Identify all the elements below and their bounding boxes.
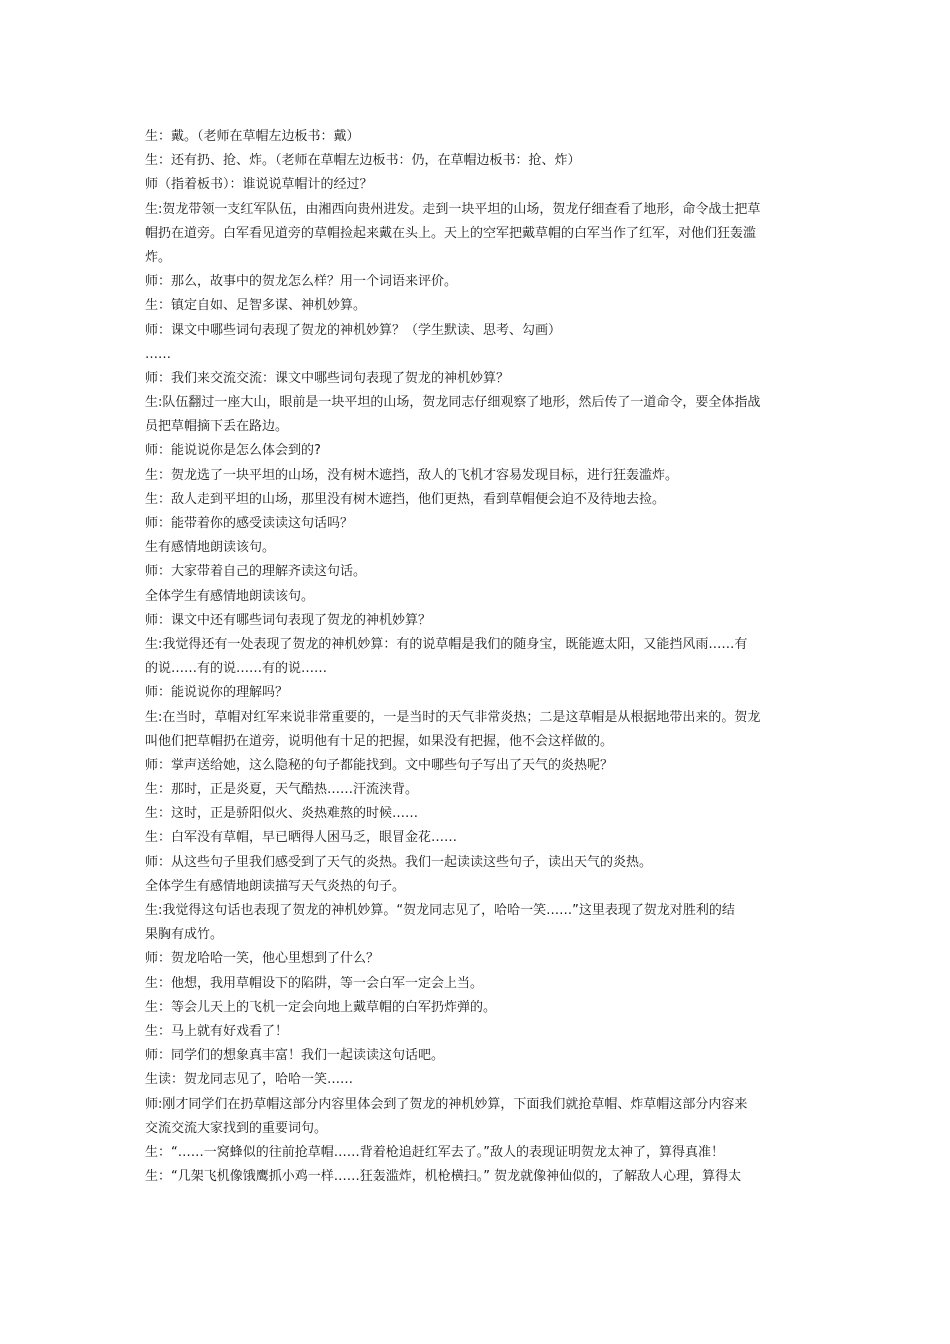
- text-line: 生：这时，正是骄阳似火、炎热难熬的时候……: [145, 806, 419, 822]
- text-line: 交流交流大家找到的重要词句。: [145, 1120, 328, 1136]
- text-line: ……: [145, 346, 171, 362]
- text-line: 生：戴。（老师在草帽左边板书：戴）: [145, 129, 360, 144]
- text-line: 师：我们来交流交流：课文中哪些词句表现了贺龙的神机妙算？: [145, 370, 510, 386]
- text-line: 师：那么，故事中的贺龙怎么样？用一个词语来评价。: [145, 274, 458, 290]
- text-line: 的说……有的说……有的说……: [145, 661, 328, 677]
- text-line: 生:我觉得这句话也表现了贺龙的神机妙算。“贺龙同志见了，哈哈一笑……”这里表现了贺龙对胜利的结: [145, 903, 735, 918]
- text-line: 生：贺龙选了一块平坦的山场，没有树木遮挡，敌人的飞机才容易发现目标，进行狂轰滥炸。: [145, 467, 679, 483]
- text-line: 师：从这些句子里我们感受到了天气的炎热。我们一起读读这些句子，读出天气的炎热。: [145, 854, 653, 870]
- text-line: 员把草帽摘下丢在路边。: [145, 419, 289, 435]
- text-line: 师：能带着你的感受读读这句话吗？: [145, 516, 354, 531]
- text-line: 叫他们把草帽扔在道旁，说明他有十足的把握，如果没有把握，他不会这样做的。: [145, 733, 614, 749]
- text-line: 生：“几架飞机像饿鹰抓小鸡一样……狂轰滥炸，机枪横扫。” 贺龙就像神仙似的，了解敌人心理，算得太: [145, 1169, 742, 1185]
- text-line: 生:队伍翻过一座大山，眼前是一块平坦的山场，贺龙同志仔细观察了地形，然后传了一道命令，要全体指战: [145, 395, 761, 411]
- text-line: 全体学生有感情地朗读描写天气炎热的句子。: [145, 878, 406, 894]
- text-line: 师（指着板书）：谁说说草帽计的经过？: [145, 177, 373, 193]
- text-line: 生：他想，我用草帽设下的陷阱，等一会白军一定会上当。: [145, 975, 484, 991]
- text-line: 果胸有成竹。: [145, 927, 224, 943]
- text-line: 生：还有扔、抢、炸。（老师在草帽左边板书：仍，在草帽边板书：抢、炸）: [145, 153, 581, 169]
- text-line: 全体学生有感情地朗读该句。: [145, 588, 315, 604]
- lesson-transcript: [145, 125, 810, 1189]
- text-line: 生:在当时，草帽对红军来说非常重要的，一是当时的天气非常炎热；二是这草帽是从根据地带出来的。贺龙: [145, 709, 761, 725]
- text-line: 生：白军没有草帽，早已晒得人困马乏，眼冒金花……: [145, 830, 458, 846]
- text-line: 生:我觉得还有一处表现了贺龙的神机妙算：有的说草帽是我们的随身宝，既能遮太阳，又能挡风雨……有: [145, 636, 748, 652]
- text-line: 师：大家带着自己的理解齐读这句话。: [145, 564, 367, 580]
- text-line: 师：能说说你的理解吗？: [145, 685, 289, 701]
- text-line: 师：能说说你是怎么体会到的?: [145, 443, 321, 459]
- text-line: 师：同学们的想象真丰富！我们一起读读这句话吧。: [145, 1048, 445, 1064]
- text-line: 生：“……一窝蜂似的往前抢草帽……背着枪追赶红军去了。”敌人的表现证明贺龙太神了，算得真准！: [145, 1144, 724, 1160]
- text-line: 师:刚才同学们在扔草帽这部分内容里体会到了贺龙的神机妙算，下面我们就抢草帽、炸草帽这部分内容来: [145, 1096, 748, 1112]
- text-line: 师：课文中哪些词句表现了贺龙的神机妙算？（学生默读、思考、勾画）: [145, 322, 562, 338]
- text-line: 生:贺龙带领一支红军队伍，由湘西向贵州进发。走到一块平坦的山场，贺龙仔细查看了地形，命令战士把草: [145, 201, 761, 217]
- text-line: 生：等会儿天上的飞机一定会向地上戴草帽的白军扔炸弹的。: [145, 999, 497, 1015]
- text-line: 师：课文中还有哪些词句表现了贺龙的神机妙算？: [145, 612, 432, 628]
- text-line: 师：掌声送给她，这么隐秘的句子都能找到。文中哪些句子写出了天气的炎热呢？: [145, 757, 614, 773]
- text-line: 师：贺龙哈哈一笑，他心里想到了什么？: [145, 951, 380, 967]
- text-line: 生读：贺龙同志见了，哈哈一笑……: [145, 1072, 354, 1088]
- text-line: 生：那时，正是炎夏，天气酷热……汗流浃背。: [145, 782, 419, 798]
- text-line: 生：镇定自如、足智多谋、神机妙算。: [145, 298, 367, 314]
- text-line: 炸。: [145, 249, 172, 265]
- text-line: 生有感情地朗读该句。: [145, 540, 276, 556]
- text-line: 生：敌人走到平坦的山场，那里没有树木遮挡，他们更热，看到草帽便会迫不及待地去捡。: [145, 491, 666, 507]
- text-line: 帽扔在道旁。白军看见道旁的草帽捡起来戴在头上。天上的空军把戴草帽的白军当作了红军，对他们狂轰滥: [145, 225, 757, 241]
- text-line: 生：马上就有好戏看了！: [145, 1023, 289, 1039]
